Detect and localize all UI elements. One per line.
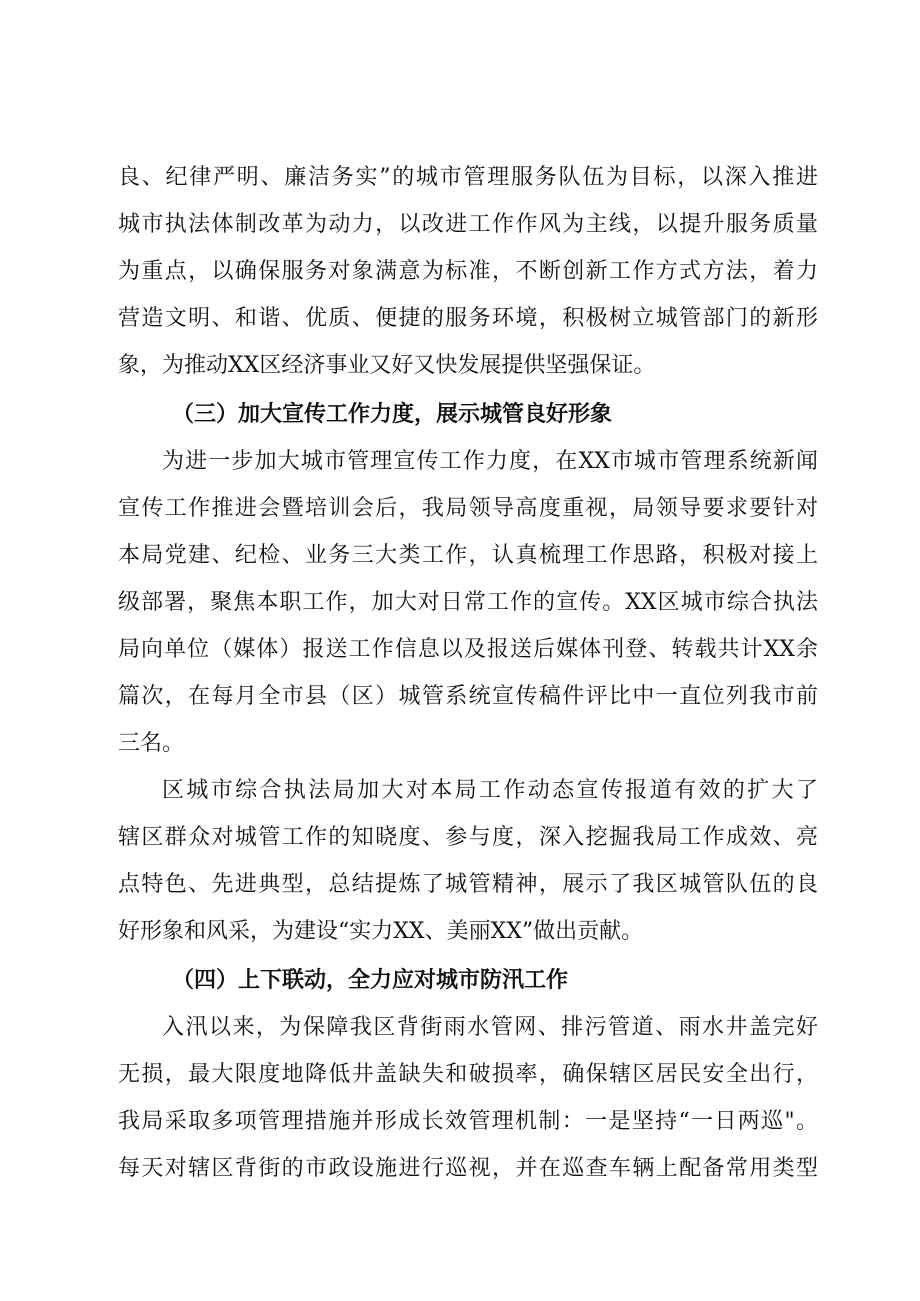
text-line: 局向单位（媒体）报送工作信息以及报送后媒体刊登、转载共计XX余	[118, 637, 818, 662]
text-line: 每天对辖区背街的市政设施进行巡视，并在巡查车辆上配备常用类型	[118, 1156, 818, 1181]
text-line: 营造文明、和谐、优质、便捷的服务环境，积极树立城管部门的新形	[118, 306, 818, 331]
section-heading-4: （四）上下联动，全力应对城市防汛工作	[172, 967, 569, 993]
text-line: 城市执法体制改革为动力，以改进工作作风为主线，以提升服务质量	[118, 212, 818, 237]
text-line: 入汛以来，为保障我区背街雨水管网、排污管道、雨水井盖完好	[162, 1015, 818, 1040]
text-line: 三名。	[118, 731, 185, 756]
text-line: 无损，最大限度地降低井盖缺失和破损率，确保辖区居民安全出行，	[118, 1062, 818, 1087]
text-line: 象，为推动XX区经济事业又好又快发展提供坚强保证。	[118, 353, 656, 378]
text-line: 为重点，以确保服务对象满意为标准，不断创新工作方式方法，着力	[118, 259, 818, 284]
text-line: 本局党建、纪检、业务三大类工作，认真梳理工作思路，积极对接上	[118, 543, 818, 568]
text-line: 我局采取多项管理措施并形成长效管理机制：一是坚持“一日两巡"。	[118, 1109, 818, 1134]
text-line: 好形象和风采，为建设“实力XX、美丽XX”做出贡献。	[118, 919, 644, 944]
section-heading-3: （三）加大宣传工作力度，展示城管良好形象	[172, 401, 613, 427]
text-line: 点特色、先进典型，总结提炼了城管精神，展示了我区城管队伍的良	[118, 872, 818, 897]
text-line: 辖区群众对城管工作的知晓度、参与度，深入挖掘我局工作成效、亮	[118, 825, 818, 850]
text-line: 级部署，聚焦本职工作，加大对日常工作的宣传。XX区城市综合执法	[118, 590, 818, 615]
text-line: 宣传工作推进会暨培训会后，我局领导高度重视，局领导要求要针对	[118, 496, 818, 521]
text-line: 区城市综合执法局加大对本局工作动态宣传报道有效的扩大了	[162, 778, 818, 803]
text-line: 为进一步加大城市管理宣传工作力度，在XX市城市管理系统新闻	[162, 449, 818, 474]
text-line: 篇次，在每月全市县（区）城管系统宣传稿件评比中一直位列我市前	[118, 684, 818, 709]
text-line: 良、纪律严明、廉洁务实”的城市管理服务队伍为目标，以深入推进	[118, 165, 818, 190]
